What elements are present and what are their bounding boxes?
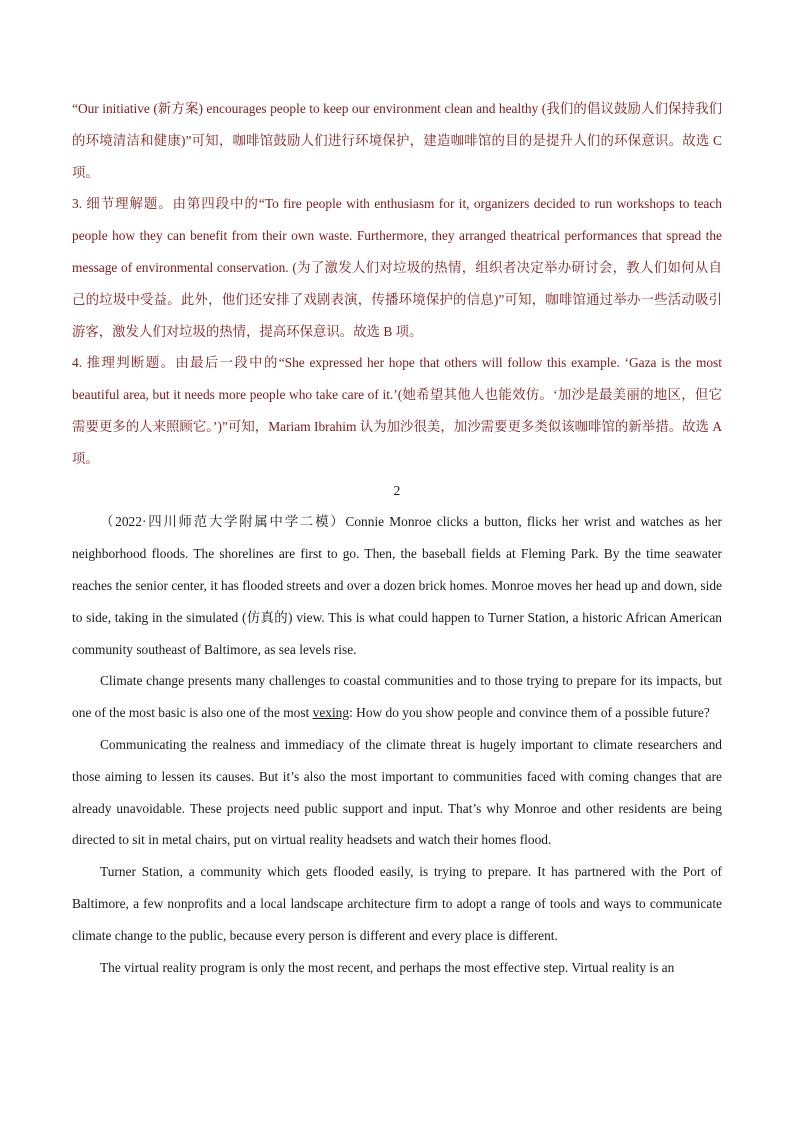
- passage-paragraph-1-text: Connie Monroe clicks a button, flicks her wrist and watches as her neighborhood floods. The shorelines are first to go. Then, the baseball fields at Fleming Park. By the time seawater reaches the senior center, it has flooded streets and over a dozen brick homes. Monroe moves her head up and down, side to side, taking in the simulated (仿真的) view. This is what could happen to Turner Station, a historic African American community southeast of Baltimore, as sea levels rise.: [72, 514, 722, 657]
- passage-paragraph-4: Turner Station, a community which gets flooded easily, is trying to prepare. It has partnered with the Port of Baltimore, a few nonprofits and a local landscape architecture firm to adopt a range of tools and ways to communicate climate change to the public, because every person is different and every place is different.: [72, 864, 722, 943]
- passage-paragraph-2: [72, 665, 722, 729]
- passage-paragraph-3: Communicating the realness and immediacy of the climate threat is hugely important to climate researchers and those aiming to lessen its causes. But it’s also the most important to communities faced with coming changes that are already unavoidable. These projects need public support and input. That’s why Monroe and other residents are being directed to sit in metal chairs, put on virtual reality headsets and watch their homes flood.: [72, 736, 722, 848]
- passage-number: 2: [393, 482, 401, 498]
- passage-paragraph-5: The virtual reality program is only the most recent, and perhaps the most effective step. Virtual reality is an: [100, 959, 675, 975]
- answer-3: 3. 细节理解题。由第四段中的“To fire people with enthusiasm for it, organizers decided to run workshops to teach people how they can benefit from their own waste. Furthermore, they arranged theatrical performances that spread the message of environmental conservation. (为了激发人们对垃圾的热情，组织者决定举办研讨会，教人们如何从自己的垃圾中受益。此外，他们还安排了戏剧表演，传播环境保护的信息)”可知，咖啡馆通过举办一些活动吸引游客，激发人们对垃圾的热情，提高环保意识。故选 B 项。: [72, 196, 722, 339]
- passage-source: （2022·四川师范大学附属中学二模）: [100, 514, 346, 530]
- underlined-word-vexing: vexing: [312, 705, 350, 721]
- passage-paragraph-2-before: Climate change presents many challenges to coastal communities and to those trying to prepare for its impacts, but one of the most basic is also one of the most: [72, 673, 722, 721]
- passage-paragraph-1: [72, 506, 722, 665]
- answer-4: 4. 推理判断题。由最后一段中的“She expressed her hope that others will follow this example. ‘Gaza is the most beautiful area, but it needs more people who take care of it.’(她希望其他人也能效仿。‘加沙是最美丽的地区，但它需要更多的人来照顾它。’)”可知，Mariam Ibrahim 认为加沙很美，加沙需要更多类似该咖啡馆的新举措。故选 A 项。: [72, 355, 722, 466]
- document-page: [72, 93, 722, 983]
- passage-paragraph-2-after: : How do you show people and convince them of a possible future?: [349, 705, 710, 721]
- answer-continuation: “Our initiative (新方案) encourages people to keep our environment clean and healthy (我们的倡议鼓励人们保持我们的环境清洁和健康)”可知，咖啡馆鼓励人们进行环境保护，建造咖啡馆的目的是提升人们的环保意识。故选 C 项。: [72, 101, 722, 180]
